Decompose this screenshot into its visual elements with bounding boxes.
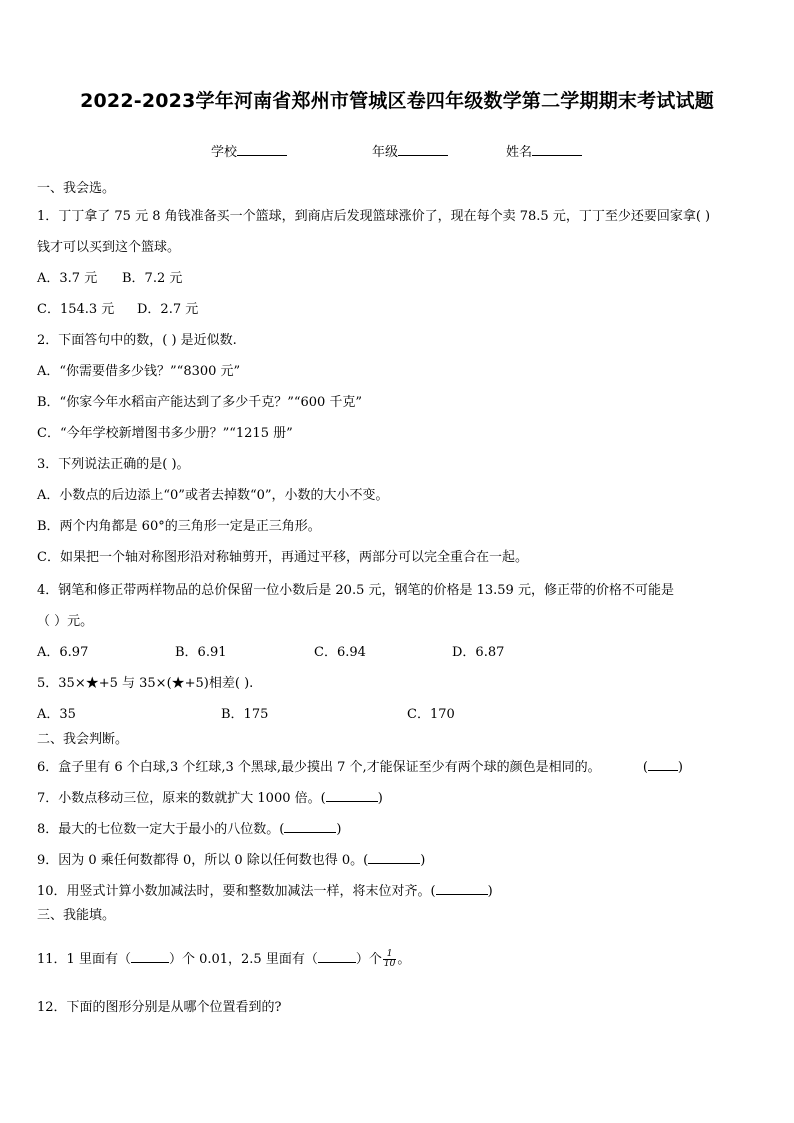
q9-answer-blank[interactable] (368, 851, 420, 864)
q4-option-a[interactable]: A．6.97 (37, 645, 89, 660)
q5-option-c[interactable]: C．170 (407, 707, 455, 722)
school-blank[interactable] (237, 143, 287, 156)
q3-option-c[interactable]: C．如果把一个轴对称图形沿对称轴剪开，再通过平移，两部分可以完全重合在一起。 (37, 550, 528, 565)
question-8-text: 8．最大的七位数一定大于最小的八位数。( (37, 822, 285, 837)
name-blank[interactable] (532, 143, 582, 156)
q1-option-d[interactable]: D．2.7 元 (137, 302, 199, 317)
question-10: 10．用竖式计算小数加减法时，要和整数加减法一样，将末位对齐。( ) (37, 884, 493, 899)
grade-label: 年级 (372, 145, 399, 160)
q7-answer-blank[interactable] (326, 789, 378, 802)
question-6-text: 6．盒子里有 6 个白球,3 个红球,3 个黑球,最少摸出 7 个,才能保证至少有两个球的颜色是相同的。 (37, 760, 601, 775)
q11-blank-1[interactable] (131, 950, 169, 963)
question-9: 9．因为 0 乘任何数都得 0，所以 0 除以任何数也得 0。( ) (37, 853, 426, 868)
school-field (211, 141, 287, 160)
question-3-stem: 3．下列说法正确的是( )。 (37, 457, 190, 472)
question-10-text: 10．用竖式计算小数加减法时，要和整数加减法一样，将末位对齐。( (37, 884, 436, 899)
q4-option-c[interactable]: C．6.94 (314, 645, 366, 660)
q2-option-a[interactable]: A．“你需要借多少钱？”“8300 元” (37, 364, 241, 379)
question-12: 12．下面的图形分别是从哪个位置看到的? (37, 1000, 282, 1015)
question-9-text: 9．因为 0 乘任何数都得 0，所以 0 除以任何数也得 0。( (37, 853, 369, 868)
q4-option-d[interactable]: D．6.87 (452, 645, 505, 660)
q1-option-c[interactable]: C．154.3 元 (37, 302, 115, 317)
question-1-line2: 钱才可以买到这个篮球。 (37, 240, 181, 255)
name-label: 姓名 (506, 145, 533, 160)
question-4-line1: 4．钢笔和修正带两样物品的总价保留一位小数后是 20.5 元，钢笔的价格是 13.59 元，修正带的价格不可能是 (37, 583, 674, 598)
q6-answer-paren[interactable]: ( ) (642, 760, 683, 775)
question-4-line2: （ ）元。 (37, 614, 94, 629)
q2-option-c[interactable]: C．“今年学校新增图书多少册？”“1215 册” (37, 426, 293, 441)
school-label: 学校 (211, 145, 238, 160)
q8-answer-blank[interactable] (284, 820, 336, 833)
q4-option-b[interactable]: B．6.91 (175, 645, 227, 660)
q11-blank-2[interactable] (318, 950, 356, 963)
section-heading: 一、我会选。 (37, 181, 116, 196)
q2-option-b[interactable]: B．“你家今年水稻亩产能达到了多少千克？”“600 千克” (37, 395, 363, 410)
q3-option-a[interactable]: A．小数点的后边添上“0”或者去掉数“0”，小数的大小不变。 (37, 488, 389, 503)
q3-option-b[interactable]: B．两个内角都是 60°的三角形一定是正三角形。 (37, 519, 321, 534)
grade-blank[interactable] (398, 143, 448, 156)
question-1-line1: 1．丁丁拿了 75 元 8 角钱准备买一个篮球，到商店后发现篮球涨价了，现在每个卖 78.5 元，丁丁至少还要回家拿( ) (37, 209, 711, 224)
section-heading: 三、我能填。 (37, 908, 116, 923)
question-8: 8．最大的七位数一定大于最小的八位数。( ) (37, 822, 342, 837)
section-heading: 二、我会判断。 (37, 732, 129, 747)
q5-option-a[interactable]: A．35 (37, 707, 76, 722)
question-11: 11．1 里面有（ ）个 0.01，2.5 里面有（ ）个 $\frac{1}{10}$ 。 (37, 949, 411, 969)
q1-option-b[interactable]: B．7.2 元 (122, 271, 183, 286)
q10-answer-blank[interactable] (436, 882, 488, 895)
question-7: 7．小数点移动三位，原来的数就扩大 1000 倍。( ) (37, 791, 383, 806)
question-7-text: 7．小数点移动三位，原来的数就扩大 1000 倍。( (37, 791, 326, 806)
q5-option-b[interactable]: B．175 (221, 707, 269, 722)
q1-option-a[interactable]: A．3.7 元 (37, 271, 98, 286)
name-field (506, 141, 582, 160)
grade-field (372, 141, 448, 160)
question-6 (37, 758, 683, 777)
page-title: 2022-2023学年河南省郑州市管城区卷四年级数学第二学期期末考试试题 (80, 90, 714, 112)
question-2-stem: 2．下面答句中的数，( ) 是近似数. (37, 333, 237, 348)
fraction-one-tenth: $\frac{1}{10}$ (383, 949, 396, 969)
question-5-stem: 5．35×★+5 与 35×(★+5)相差( ). (37, 676, 254, 691)
